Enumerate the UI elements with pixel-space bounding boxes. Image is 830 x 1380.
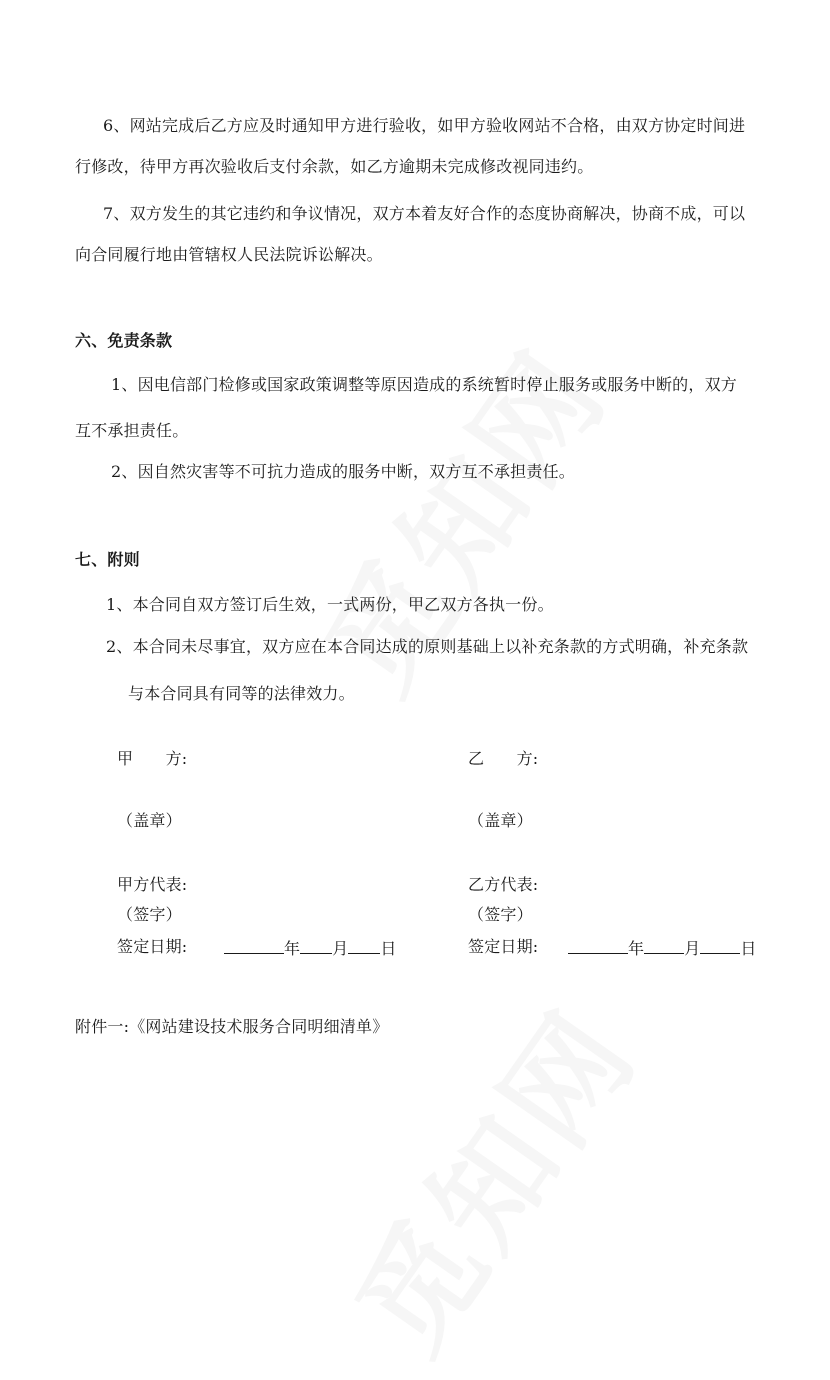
- party-a-date-fields: [224, 937, 397, 959]
- watermark: [280, 312, 638, 720]
- appendix-1-line-1: 1、本合同自双方签订后生效，一式两份，甲乙双方各执一份。: [106, 595, 554, 614]
- party-a-representative: 甲方代表:: [117, 875, 188, 894]
- appendix-2-line-1: 2、本合同未尽事宜，双方应在本合同达成的原则基础上以补充条款的方式明确，补充条款: [106, 637, 749, 656]
- party-b-label: 乙 方:: [468, 749, 539, 768]
- party-a-signature: （签字）: [117, 905, 182, 924]
- clause-7-line-2: 向合同履行地由管辖权人民法院诉讼解决。: [75, 245, 383, 264]
- party-a-month-unit: 月: [332, 939, 349, 958]
- party-a-label: 甲 方:: [117, 749, 188, 768]
- party-a-seal: （盖章）: [117, 811, 182, 830]
- clause-6-line-2: 行修改，待甲方再次验收后支付余款，如乙方逾期未完成修改视同违约。: [75, 157, 594, 176]
- party-b-month-blank[interactable]: [644, 937, 684, 954]
- party-a-year-blank[interactable]: [224, 937, 284, 954]
- disclaimer-2-line-1: 2、因自然灾害等不可抗力造成的服务中断，双方互不承担责任。: [111, 462, 575, 481]
- party-a-day-unit: 日: [380, 939, 397, 958]
- party-b-date-label: 签定日期:: [468, 937, 539, 956]
- party-b-signature: （签字）: [468, 905, 533, 924]
- party-b-year-blank[interactable]: [568, 937, 628, 954]
- party-a-day-blank[interactable]: [348, 937, 380, 954]
- party-b-year-unit: 年: [628, 939, 645, 958]
- party-b-date-fields: [568, 937, 757, 959]
- party-a-date-label: 签定日期:: [117, 937, 188, 956]
- party-b-seal: （盖章）: [468, 811, 533, 830]
- party-a-month-blank[interactable]: [300, 937, 332, 954]
- disclaimer-1-line-1: 1、因电信部门检修或国家政策调整等原因造成的系统暂时停止服务或服务中断的，双方: [111, 375, 737, 394]
- attachment-reference: 附件一:《网站建设技术服务合同明细清单》: [75, 1017, 389, 1036]
- party-b-day-blank[interactable]: [700, 937, 740, 954]
- section-7-heading: 七、附则: [75, 550, 140, 569]
- clause-6-line-1: 6、网站完成后乙方应及时通知甲方进行验收，如甲方验收网站不合格，由双方协定时间进: [103, 116, 746, 135]
- appendix-2-line-2: 与本合同具有同等的法律效力。: [128, 684, 355, 703]
- party-b-representative: 乙方代表:: [468, 875, 539, 894]
- party-a-year-unit: 年: [284, 939, 301, 958]
- party-b-day-unit: 日: [740, 939, 757, 958]
- section-6-heading: 六、免责条款: [75, 331, 173, 350]
- clause-7-line-1: 7、双方发生的其它违约和争议情况，双方本着友好合作的态度协商解决，协商不成，可以: [103, 204, 746, 223]
- party-b-month-unit: 月: [684, 939, 701, 958]
- disclaimer-1-line-2: 互不承担责任。: [75, 421, 189, 440]
